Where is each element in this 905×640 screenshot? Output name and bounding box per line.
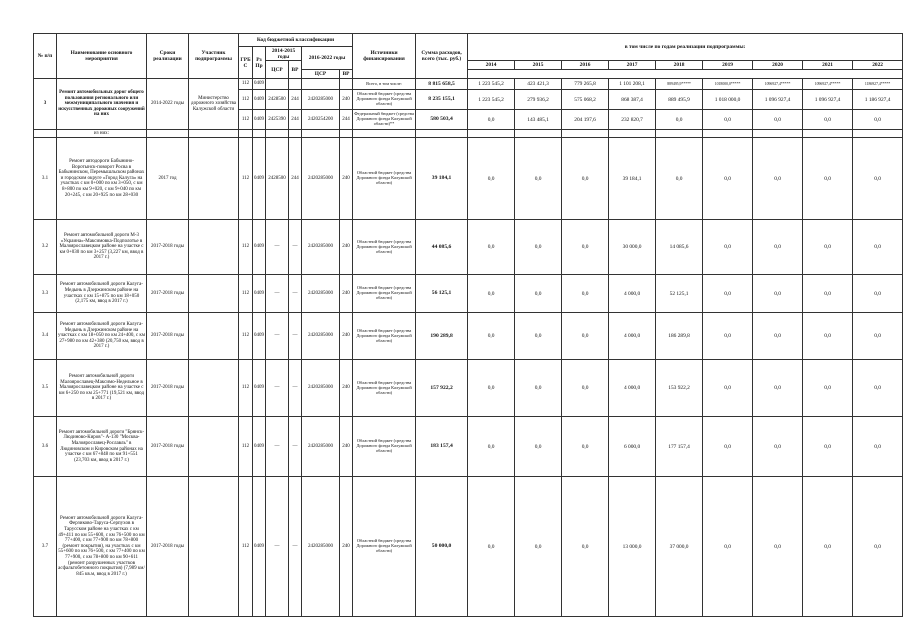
- row-name: Ремонт автомобильной дороги Малоярославец-Максимо-Недельное в Малоярославецком районе на участке с км 6+250 по км 25+771 (19,521 км, ввод в 2017 г.): [57, 360, 147, 417]
- rzpr-cell: 0409: [253, 360, 266, 417]
- year-value-cell: 0,0: [803, 417, 853, 477]
- table-row: [34, 220, 903, 275]
- source-cell: Областной бюджет (средства Дорожного фонда Калужской области): [353, 477, 416, 617]
- row-name: Ремонт автомобильной дороги Калуга-Медынь в Дзержинском районе на участках с км 15+875 по км 18+050 (2,175 км, ввод в 2017 г.): [57, 275, 147, 313]
- row-name: Ремонт автодороги Бабынино-Воротынск-поворот Росва в Бабынинском, Перемышльском районах и городском округе «Город Калуга» на участках с км 0+000 по км 3+050, с км 8+800 по км 9+020, с км 9+040 по км 20+245, с км 20+925 по км 28+030: [57, 138, 147, 220]
- row-terms: 2017 год: [147, 138, 189, 220]
- year-value-cell: 0,0: [703, 138, 753, 220]
- table-row: [34, 275, 903, 313]
- vr-2014-cell: —: [289, 275, 302, 313]
- year-value-cell: 1018000,0*****: [703, 79, 753, 90]
- header-row-1: [34, 34, 903, 47]
- year-value-cell: 1 018 000,0: [703, 90, 753, 110]
- source-cell: Областной бюджет (средства Дорожного фонда Калужской области): [353, 275, 416, 313]
- csr-2016-cell: 2420285000: [302, 477, 340, 617]
- year-value-cell: 0,0: [853, 110, 903, 130]
- row-participant: [189, 220, 239, 275]
- year-value-cell: 30 000,0: [609, 220, 656, 275]
- csr-2014-cell: 2428500: [266, 138, 289, 220]
- header-year-2016: 2016: [562, 61, 609, 70]
- header-num: № п/п: [34, 34, 57, 79]
- year-value-cell: 0,0: [656, 138, 703, 220]
- table-row: [34, 138, 903, 220]
- year-value-cell: 39 184,1: [609, 138, 656, 220]
- year-value-cell: 13 000,0: [609, 477, 656, 617]
- header-vr-2: ВР: [340, 70, 353, 79]
- year-value-cell: 0,0: [562, 360, 609, 417]
- row-participant: [189, 360, 239, 417]
- row-terms: 2017-2018 годы: [147, 477, 189, 617]
- year-value-cell: 0,0: [753, 275, 803, 313]
- year-value-cell: 0,0: [803, 275, 853, 313]
- year-value-cell: 0,0: [468, 360, 515, 417]
- row-terms: 2017-2018 годы: [147, 360, 189, 417]
- year-value-cell: 0,0: [803, 220, 853, 275]
- year-value-cell: 868 387,4: [609, 90, 656, 110]
- year-value-cell: 0,0: [468, 138, 515, 220]
- year-value-cell: 6 000,0: [609, 417, 656, 477]
- row-num: 3.5: [34, 360, 57, 417]
- year-value-cell: 1 096 927,4: [803, 90, 853, 110]
- note-row: [34, 130, 903, 138]
- year-value-cell: 0,0: [468, 275, 515, 313]
- csr-2014-cell: —: [266, 275, 289, 313]
- row-name: Ремонт автомобильной дороги Калуга-Ферзиково-Таруса-Серпухов в Тарусском районе на участках с км 49+411 по км 55+600, с км 76+500 по км 77+400, с км 77+900 по км 78+800 (ремонт покрытия), на участках с км 55+600 по км 76+500, с км 77+400 по км 77+900, с км 78+800 по км 90+611 (ремонт разрушенных участков асфальтобетонного покрытия) (7,989 км/ 845 кв.м, ввод в 2017 г.): [57, 477, 147, 617]
- year-value-cell: 0,0: [703, 417, 753, 477]
- year-value-cell: 0,0: [515, 360, 562, 417]
- vr-2016-cell: 240: [340, 360, 353, 417]
- row-participant: [189, 275, 239, 313]
- year-value-cell: 0,0: [515, 417, 562, 477]
- vr-2016-cell: 240: [340, 90, 353, 110]
- year-value-cell: 0,0: [753, 138, 803, 220]
- year-value-cell: 52 125,1: [656, 275, 703, 313]
- grbs-cell: 112: [239, 477, 253, 617]
- csr-2016-cell: 2420285000: [302, 360, 340, 417]
- rzpr-cell: 0409: [253, 90, 266, 110]
- row-num: 3.7: [34, 477, 57, 617]
- csr-2014-cell: —: [266, 220, 289, 275]
- header-period-2014-2015: 2014-2015 годы: [266, 47, 302, 61]
- header-year-2015: 2015: [515, 61, 562, 70]
- note-empty-cell: [803, 130, 853, 138]
- row-num: 3.6: [34, 417, 57, 477]
- csr-2016-cell: 2420285000: [302, 417, 340, 477]
- note-num-cell: [34, 130, 57, 138]
- row-name: Ремонт автомобильной дороги Калуга-Медынь в Дзержинском районе на участках с км 18+050 по км 24+400, с км 27+980 по км 42+380 (20,750 км, ввод в 2017 г.): [57, 313, 147, 360]
- vr-2016-cell: 240: [340, 138, 353, 220]
- table-row: [34, 417, 903, 477]
- year-value-cell: 1 101 208,1: [609, 79, 656, 90]
- csr-2016-cell: 2420285000: [302, 138, 340, 220]
- csr-2014-cell: —: [266, 477, 289, 617]
- rzpr-cell: 0409: [253, 138, 266, 220]
- sum-cell: 44 085,6: [416, 220, 468, 275]
- note-empty-cell: [703, 130, 753, 138]
- vr-2016-cell: 240: [340, 220, 353, 275]
- note-empty-cell: [147, 130, 189, 138]
- year-value-cell: 1186927,4*****: [853, 79, 903, 90]
- year-value-cell: 0,0: [803, 360, 853, 417]
- header-year-2020: 2020: [753, 61, 803, 70]
- year-value-cell: 1 096 927,4: [753, 90, 803, 110]
- vr-2016-cell: 240: [340, 477, 353, 617]
- note-empty-cell: [853, 130, 903, 138]
- note-empty-cell: [302, 130, 340, 138]
- note-empty-cell: [656, 130, 703, 138]
- csr-2016-cell: 2420285000: [302, 220, 340, 275]
- main-row-num: 3: [34, 79, 57, 130]
- vr-2014-cell: 244: [289, 90, 302, 110]
- source-cell: Областной бюджет (средства Дорожного фонда Калужской области): [353, 313, 416, 360]
- row-participant: [189, 313, 239, 360]
- grbs-cell: 112: [239, 220, 253, 275]
- sum-cell: 8 235 155,1: [416, 90, 468, 110]
- note-empty-cell: [353, 130, 416, 138]
- table-row: [34, 477, 903, 617]
- year-value-cell: 177 157,4: [656, 417, 703, 477]
- year-value-cell: 0,0: [515, 477, 562, 617]
- vr-2016-cell: 244: [340, 110, 353, 130]
- year-value-cell: 0,0: [468, 477, 515, 617]
- year-value-cell: 186 289,8: [656, 313, 703, 360]
- note-text: из них:: [57, 130, 147, 138]
- row-participant: [189, 417, 239, 477]
- header-grbs: ГРБС: [239, 47, 253, 79]
- header-rzpr: Рз Пр: [253, 47, 266, 79]
- row-num: 3.1: [34, 138, 57, 220]
- grbs-cell: 112: [239, 110, 253, 130]
- grbs-cell: 112: [239, 79, 253, 90]
- header-vr-1: ВР: [289, 61, 302, 79]
- row-terms: 2017-2018 годы: [147, 313, 189, 360]
- year-value-cell: 0,0: [468, 110, 515, 130]
- vr-2014-cell: 244: [289, 138, 302, 220]
- year-value-cell: 0,0: [703, 313, 753, 360]
- main-row-name: Ремонт автомобильных дорог общего пользования регионального или межмуниципального значения и искусственных дорожных сооружений на них: [57, 79, 147, 130]
- year-value-cell: 0,0: [562, 417, 609, 477]
- year-value-cell: 0,0: [562, 275, 609, 313]
- csr-2016-cell: 2420285000: [302, 313, 340, 360]
- year-value-cell: 0,0: [753, 360, 803, 417]
- year-value-cell: 0,0: [703, 275, 753, 313]
- year-value-cell: 0,0: [803, 110, 853, 130]
- year-value-cell: 204 197,6: [562, 110, 609, 130]
- year-value-cell: 4 000,0: [609, 313, 656, 360]
- year-value-cell: 0,0: [562, 138, 609, 220]
- csr-2014-cell: —: [266, 313, 289, 360]
- year-value-cell: 0,0: [515, 313, 562, 360]
- budget-table: [33, 33, 903, 617]
- year-value-cell: 1 223 545,2: [468, 79, 515, 90]
- year-value-cell: 0,0: [753, 417, 803, 477]
- year-value-cell: 0,0: [515, 138, 562, 220]
- vr-2014-cell: 244: [289, 110, 302, 130]
- note-empty-cell: [189, 130, 239, 138]
- rzpr-cell: 0409: [253, 313, 266, 360]
- csr-2014-cell: —: [266, 417, 289, 477]
- vr-2014-cell: —: [289, 417, 302, 477]
- note-empty-cell: [253, 130, 266, 138]
- rzpr-cell: 0409: [253, 275, 266, 313]
- header-sources: Источники финансирования: [353, 34, 416, 79]
- csr-2014-cell: —: [266, 360, 289, 417]
- vr-2014-cell: [289, 79, 302, 90]
- year-value-cell: 0,0: [468, 313, 515, 360]
- grbs-cell: 112: [239, 90, 253, 110]
- year-value-cell: 143 485,1: [515, 110, 562, 130]
- row-terms: 2017-2018 годы: [147, 220, 189, 275]
- year-value-cell: 1096927,4*****: [753, 79, 803, 90]
- year-value-cell: 0,0: [656, 110, 703, 130]
- budget-document: [33, 33, 889, 617]
- source-cell: Областной бюджет (средства Дорожного фонда Калужской области): [353, 417, 416, 477]
- year-value-cell: 0,0: [853, 313, 903, 360]
- sum-cell: 190 289,8: [416, 313, 468, 360]
- note-empty-cell: [416, 130, 468, 138]
- note-empty-cell: [266, 130, 289, 138]
- year-value-cell: 0,0: [853, 138, 903, 220]
- csr-2016-cell: 2420254200: [302, 110, 340, 130]
- source-cell: Областной бюджет (средства Дорожного фонда Калужской области): [353, 138, 416, 220]
- note-empty-cell: [289, 130, 302, 138]
- csr-2014-cell: [266, 79, 289, 90]
- row-name: Ремонт автомобильной дороги М-3 «Украина»-Максимовка-Подполотье в Малоярославецком районе на участке с км 0+030 по км 3+257 (3,227 км, ввод в 2017 г.): [57, 220, 147, 275]
- header-name: Наименование основного мероприятия: [57, 34, 147, 79]
- header-year-2021: 2021: [803, 61, 853, 70]
- year-value-cell: 0,0: [853, 417, 903, 477]
- year-value-cell: 1 223 545,2: [468, 90, 515, 110]
- year-value-cell: 0,0: [803, 138, 853, 220]
- vr-2016-cell: [340, 79, 353, 90]
- row-participant: [189, 477, 239, 617]
- year-value-cell: 575 068,2: [562, 90, 609, 110]
- main-row-participant: Министерство дорожного хозяйства Калужской области: [189, 79, 239, 130]
- sum-cell: 8 815 658,5: [416, 79, 468, 90]
- rzpr-cell: 0409: [253, 417, 266, 477]
- year-value-cell: 0,0: [703, 477, 753, 617]
- header-budget-code: Код бюджетной классификации: [239, 34, 353, 47]
- source-cell: Областной бюджет (средства Дорожного фонда Калужской области): [353, 90, 416, 110]
- sum-cell: 580 503,4: [416, 110, 468, 130]
- year-value-cell: 889 495,9: [656, 90, 703, 110]
- year-value-cell: 0,0: [853, 477, 903, 617]
- csr-2014-cell: 2425390: [266, 110, 289, 130]
- row-num: 3.3: [34, 275, 57, 313]
- vr-2016-cell: 240: [340, 275, 353, 313]
- sum-cell: 50 000,0: [416, 477, 468, 617]
- year-value-cell: 1 186 927,4: [853, 90, 903, 110]
- year-value-cell: 0,0: [515, 275, 562, 313]
- year-value-cell: 0,0: [703, 220, 753, 275]
- header-year-2018: 2018: [656, 61, 703, 70]
- row-num: 3.4: [34, 313, 57, 360]
- year-value-cell: 14 085,6: [656, 220, 703, 275]
- grbs-cell: 112: [239, 417, 253, 477]
- header-year-2017: 2017: [609, 61, 656, 70]
- grbs-cell: 112: [239, 138, 253, 220]
- row-terms: 2017-2018 годы: [147, 275, 189, 313]
- year-value-cell: 0,0: [853, 360, 903, 417]
- source-cell: Областной бюджет (средства Дорожного фонда Калужской области): [353, 360, 416, 417]
- year-value-cell: 279 936,2: [515, 90, 562, 110]
- year-value-cell: 153 922,2: [656, 360, 703, 417]
- year-value-cell: 0,0: [515, 220, 562, 275]
- vr-2014-cell: —: [289, 220, 302, 275]
- year-value-cell: 37 000,0: [656, 477, 703, 617]
- year-value-cell: 0,0: [753, 477, 803, 617]
- grbs-cell: 112: [239, 313, 253, 360]
- year-value-cell: 0,0: [853, 220, 903, 275]
- note-empty-cell: [562, 130, 609, 138]
- vr-2014-cell: —: [289, 477, 302, 617]
- year-value-cell: 1096927,4*****: [803, 79, 853, 90]
- note-empty-cell: [239, 130, 253, 138]
- source-cell: Федеральный бюджет (средства Дорожного фонда Калужской области)**: [353, 110, 416, 130]
- year-value-cell: 0,0: [468, 417, 515, 477]
- sum-cell: 183 157,4: [416, 417, 468, 477]
- main-row-line: [34, 79, 903, 90]
- year-value-cell: 4 000,0: [609, 275, 656, 313]
- vr-2014-cell: —: [289, 360, 302, 417]
- note-empty-cell: [515, 130, 562, 138]
- row-name: Ремонт автомобильной дороги "Брянск-Людиново-Киров"- А-130 "Москва-Малоярославец-Рославль" в Людиновском и Кировском районах на участке с км 67+848 по км 91+551 (23,703 км, ввод в 2017 г.): [57, 417, 147, 477]
- year-value-cell: 0,0: [853, 275, 903, 313]
- header-by-years: в том числе по годам реализации подпрограммы:: [468, 34, 903, 61]
- vr-2016-cell: 240: [340, 313, 353, 360]
- header-csr-1: ЦСР: [266, 61, 289, 79]
- row-terms: 2017-2018 годы: [147, 417, 189, 477]
- main-row-terms: 2014-2022 годы: [147, 79, 189, 130]
- header-year-2019: 2019: [703, 61, 753, 70]
- header-sum: Сумма расходов, всего (тыс. руб.): [416, 34, 468, 79]
- year-value-cell: 0,0: [703, 360, 753, 417]
- year-value-cell: 0,0: [468, 220, 515, 275]
- year-value-cell: 889495,9*****: [656, 79, 703, 90]
- rzpr-cell: 0409: [253, 110, 266, 130]
- grbs-cell: 112: [239, 360, 253, 417]
- note-empty-cell: [753, 130, 803, 138]
- header-period-2016-2022: 2016-2022 годы: [302, 47, 353, 70]
- year-value-cell: 0,0: [562, 220, 609, 275]
- header-year-2014: 2014: [468, 61, 515, 70]
- row-num: 3.2: [34, 220, 57, 275]
- year-value-cell: 0,0: [753, 313, 803, 360]
- note-empty-cell: [609, 130, 656, 138]
- source-cell: Всего, в том числе:: [353, 79, 416, 90]
- year-value-cell: 0,0: [753, 220, 803, 275]
- row-participant: [189, 138, 239, 220]
- year-value-cell: 779 265,8: [562, 79, 609, 90]
- rzpr-cell: 0409: [253, 79, 266, 90]
- source-cell: Областной бюджет (средства Дорожного фонда Калужской области): [353, 220, 416, 275]
- rzpr-cell: 0409: [253, 220, 266, 275]
- year-value-cell: 232 820,7: [609, 110, 656, 130]
- year-value-cell: 0,0: [562, 477, 609, 617]
- year-value-cell: 4 000,0: [609, 360, 656, 417]
- sum-cell: 56 125,1: [416, 275, 468, 313]
- grbs-cell: 112: [239, 275, 253, 313]
- csr-2016-cell: 2420285000: [302, 90, 340, 110]
- header-years-spacer: [468, 70, 903, 79]
- header-terms: Сроки реализации: [147, 34, 189, 79]
- vr-2014-cell: —: [289, 313, 302, 360]
- year-value-cell: 0,0: [803, 313, 853, 360]
- note-empty-cell: [340, 130, 353, 138]
- year-value-cell: 0,0: [562, 313, 609, 360]
- year-value-cell: 0,0: [753, 110, 803, 130]
- sum-cell: 39 184,1: [416, 138, 468, 220]
- rzpr-cell: 0409: [253, 477, 266, 617]
- header-csr-2: ЦСР: [302, 70, 340, 79]
- header-participant: Участник подпрограммы: [189, 34, 239, 79]
- table-row: [34, 360, 903, 417]
- year-value-cell: 423 421,3: [515, 79, 562, 90]
- csr-2014-cell: 2428500: [266, 90, 289, 110]
- table-row: [34, 313, 903, 360]
- header-year-2022: 2022: [853, 61, 903, 70]
- csr-2016-cell: 2420285000: [302, 275, 340, 313]
- vr-2016-cell: 240: [340, 417, 353, 477]
- csr-2016-cell: [302, 79, 340, 90]
- sum-cell: 157 922,2: [416, 360, 468, 417]
- year-value-cell: 0,0: [703, 110, 753, 130]
- note-empty-cell: [468, 130, 515, 138]
- year-value-cell: 0,0: [803, 477, 853, 617]
